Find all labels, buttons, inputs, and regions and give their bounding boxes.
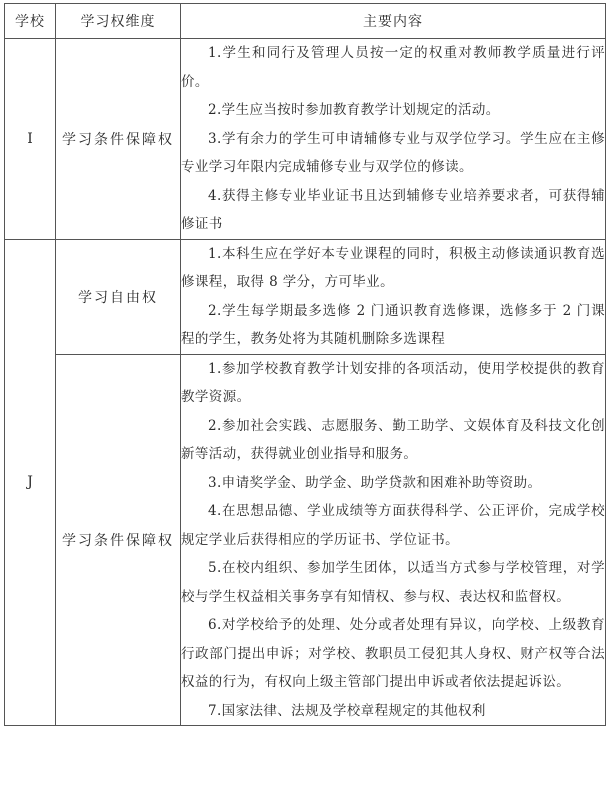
table-row — [5, 39, 606, 240]
content-cell — [181, 39, 606, 240]
content-item: 2.学生应当按时参加教育教学计划规定的活动。 — [208, 102, 500, 118]
content-item: 3.申请奖学金、助学金、助学贷款和困难补助等资助。 — [208, 474, 542, 491]
content-item: 7.国家法律、法规及学校章程规定的其他权利 — [208, 702, 486, 719]
school-cell: J — [5, 239, 56, 726]
content-item: 2.学生每学期最多选修 2 门通识教育选修课，选修多于 2 门课程的学生，教务处将为其随机删除多选课程 — [181, 302, 605, 347]
content-item: 3.学有余力的学生可申请辅修专业与双学位学习。学生应在主修专业学习年限内完成辅修专业与双学位的修读。 — [181, 130, 605, 175]
dimension-cell: 学习条件保障权 — [56, 354, 181, 726]
content-item: 1.学生和同行及管理人员按一定的权重对教师教学质量进行评价。 — [181, 45, 605, 90]
content-item: 5.在校内组织、参加学生团体，以适当方式参与学校管理，对学校与学生权益相关事务享有知情权、参与权、表达权和监督权。 — [181, 560, 605, 605]
content-cell — [181, 239, 606, 354]
content-item: 1.本科生应在学好本专业课程的同时，积极主动修读通识教育选修课程，取得 8 学分，方可毕业。 — [181, 245, 605, 290]
content-item: 6.对学校给予的处理、处分或者处理有异议，向学校、上级教育行政部门提出申诉；对学校、教职员工侵犯其人身权、财产权等合法权益的行为，有权向上级主管部门提出申诉或者依法提起诉讼。 — [181, 617, 605, 690]
header-school: 学校 — [5, 4, 56, 39]
dimension-cell: 学习自由权 — [56, 239, 181, 354]
content-item: 1.参加学校教育教学计划安排的各项活动，使用学校提供的教育教学资源。 — [181, 360, 605, 405]
header-content: 主要内容 — [181, 4, 606, 39]
school-cell: I — [5, 39, 56, 240]
content-item: 2.参加社会实践、志愿服务、勤工助学、文娱体育及科技文化创新等活动，获得就业创业指导和服务。 — [181, 417, 605, 462]
content-cell — [181, 354, 606, 726]
dimension-cell: 学习条件保障权 — [56, 39, 181, 240]
header-dimension: 学习权维度 — [56, 4, 181, 39]
table-row — [5, 239, 606, 354]
rights-table — [4, 3, 606, 726]
table-row — [5, 354, 606, 726]
content-item: 4.在思想品德、学业成绩等方面获得科学、公正评价，完成学校规定学业后获得相应的学历证书、学位证书。 — [181, 503, 605, 548]
header-row — [5, 4, 606, 39]
content-item: 4.获得主修专业毕业证书且达到辅修专业培养要求者，可获得辅修证书 — [181, 187, 605, 232]
